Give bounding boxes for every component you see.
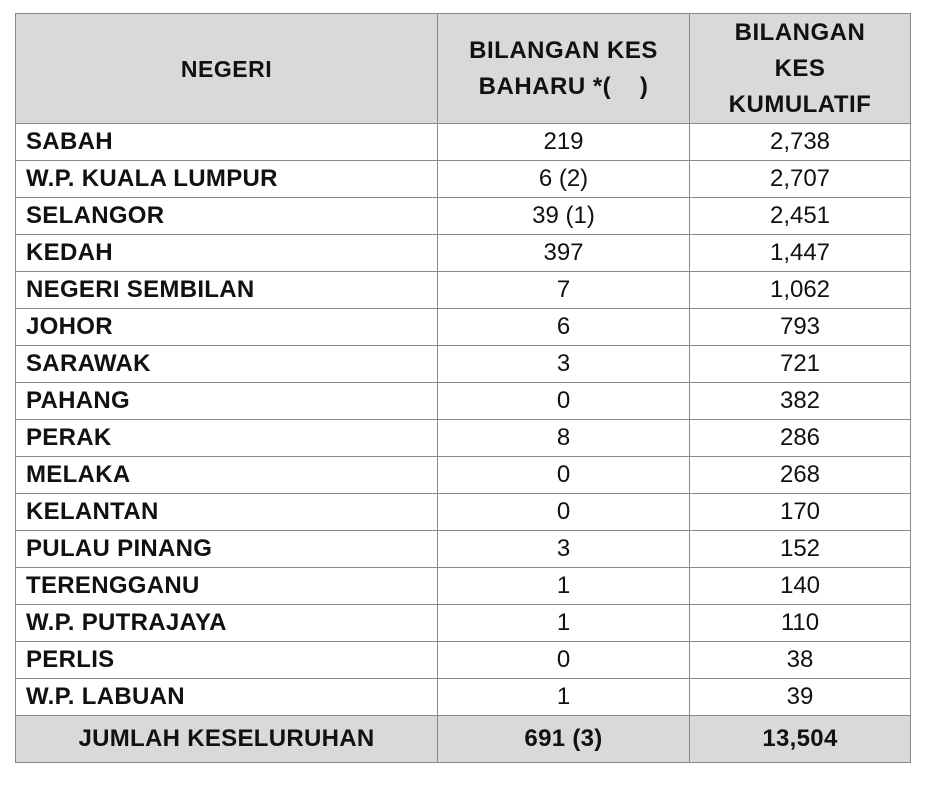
table-row <box>16 161 911 198</box>
new-cases-cell: 7 <box>438 272 690 309</box>
cases-by-state-table <box>15 13 911 763</box>
cumulative-cell: 38 <box>690 642 911 679</box>
state-cell: MELAKA <box>16 457 438 494</box>
cumulative-cell: 382 <box>690 383 911 420</box>
state-cell: PERAK <box>16 420 438 457</box>
header-cumulative <box>690 14 911 124</box>
total-new-cases: 691 (3) <box>438 716 690 763</box>
new-cases-cell: 0 <box>438 494 690 531</box>
cumulative-cell: 2,738 <box>690 124 911 161</box>
new-cases-cell: 1 <box>438 679 690 716</box>
table-row <box>16 272 911 309</box>
new-cases-cell: 397 <box>438 235 690 272</box>
new-cases-cell: 0 <box>438 642 690 679</box>
state-cell: W.P. KUALA LUMPUR <box>16 161 438 198</box>
state-cell: JOHOR <box>16 309 438 346</box>
header-state-label: NEGERI <box>180 55 273 82</box>
cumulative-cell: 140 <box>690 568 911 605</box>
cumulative-cell: 721 <box>690 346 911 383</box>
new-cases-cell: 0 <box>438 457 690 494</box>
cumulative-cell: 110 <box>690 605 911 642</box>
state-cell: KELANTAN <box>16 494 438 531</box>
table-row <box>16 494 911 531</box>
state-cell: SARAWAK <box>16 346 438 383</box>
state-cell: NEGERI SEMBILAN <box>16 272 438 309</box>
state-cell: SELANGOR <box>16 198 438 235</box>
total-row <box>16 716 911 763</box>
total-cumulative: 13,504 <box>690 716 911 763</box>
new-cases-cell: 1 <box>438 605 690 642</box>
new-cases-cell: 219 <box>438 124 690 161</box>
state-cell: SABAH <box>16 124 438 161</box>
table-row <box>16 642 911 679</box>
cumulative-cell: 268 <box>690 457 911 494</box>
total-label: JUMLAH KESELURUHAN <box>16 716 438 763</box>
table-row <box>16 605 911 642</box>
state-cell: TERENGGANU <box>16 568 438 605</box>
new-cases-cell: 1 <box>438 568 690 605</box>
table-row <box>16 457 911 494</box>
cumulative-cell: 1,447 <box>690 235 911 272</box>
table-row <box>16 531 911 568</box>
cumulative-cell: 793 <box>690 309 911 346</box>
header-cumulative-line-3: KUMULATIF <box>728 90 872 118</box>
state-cell: W.P. LABUAN <box>16 679 438 716</box>
new-cases-cell: 6 (2) <box>438 161 690 198</box>
table-row <box>16 679 911 716</box>
new-cases-cell: 39 (1) <box>438 198 690 235</box>
new-cases-cell: 3 <box>438 531 690 568</box>
cumulative-cell: 39 <box>690 679 911 716</box>
new-cases-cell: 0 <box>438 383 690 420</box>
table-body <box>16 124 911 716</box>
table-row <box>16 568 911 605</box>
header-cumulative-line-2: KES <box>774 54 826 82</box>
table-row <box>16 124 911 161</box>
cumulative-cell: 2,707 <box>690 161 911 198</box>
state-cell: PULAU PINANG <box>16 531 438 568</box>
cumulative-cell: 152 <box>690 531 911 568</box>
cumulative-cell: 1,062 <box>690 272 911 309</box>
state-cell: KEDAH <box>16 235 438 272</box>
header-new-cases-line-1: BILANGAN KES <box>469 36 658 64</box>
table-row <box>16 309 911 346</box>
state-cell: PERLIS <box>16 642 438 679</box>
table-row <box>16 383 911 420</box>
table-row <box>16 420 911 457</box>
header-cumulative-line-1: BILANGAN <box>734 18 866 46</box>
header-row <box>16 14 911 124</box>
new-cases-cell: 6 <box>438 309 690 346</box>
header-new-cases-line-2: BAHARU *( ) <box>478 72 649 100</box>
state-cell: PAHANG <box>16 383 438 420</box>
header-new-cases <box>438 14 690 124</box>
cumulative-cell: 2,451 <box>690 198 911 235</box>
new-cases-cell: 3 <box>438 346 690 383</box>
state-cell: W.P. PUTRAJAYA <box>16 605 438 642</box>
header-state <box>16 14 438 124</box>
table-row <box>16 346 911 383</box>
new-cases-cell: 8 <box>438 420 690 457</box>
table-row <box>16 198 911 235</box>
table-row <box>16 235 911 272</box>
cumulative-cell: 286 <box>690 420 911 457</box>
cumulative-cell: 170 <box>690 494 911 531</box>
